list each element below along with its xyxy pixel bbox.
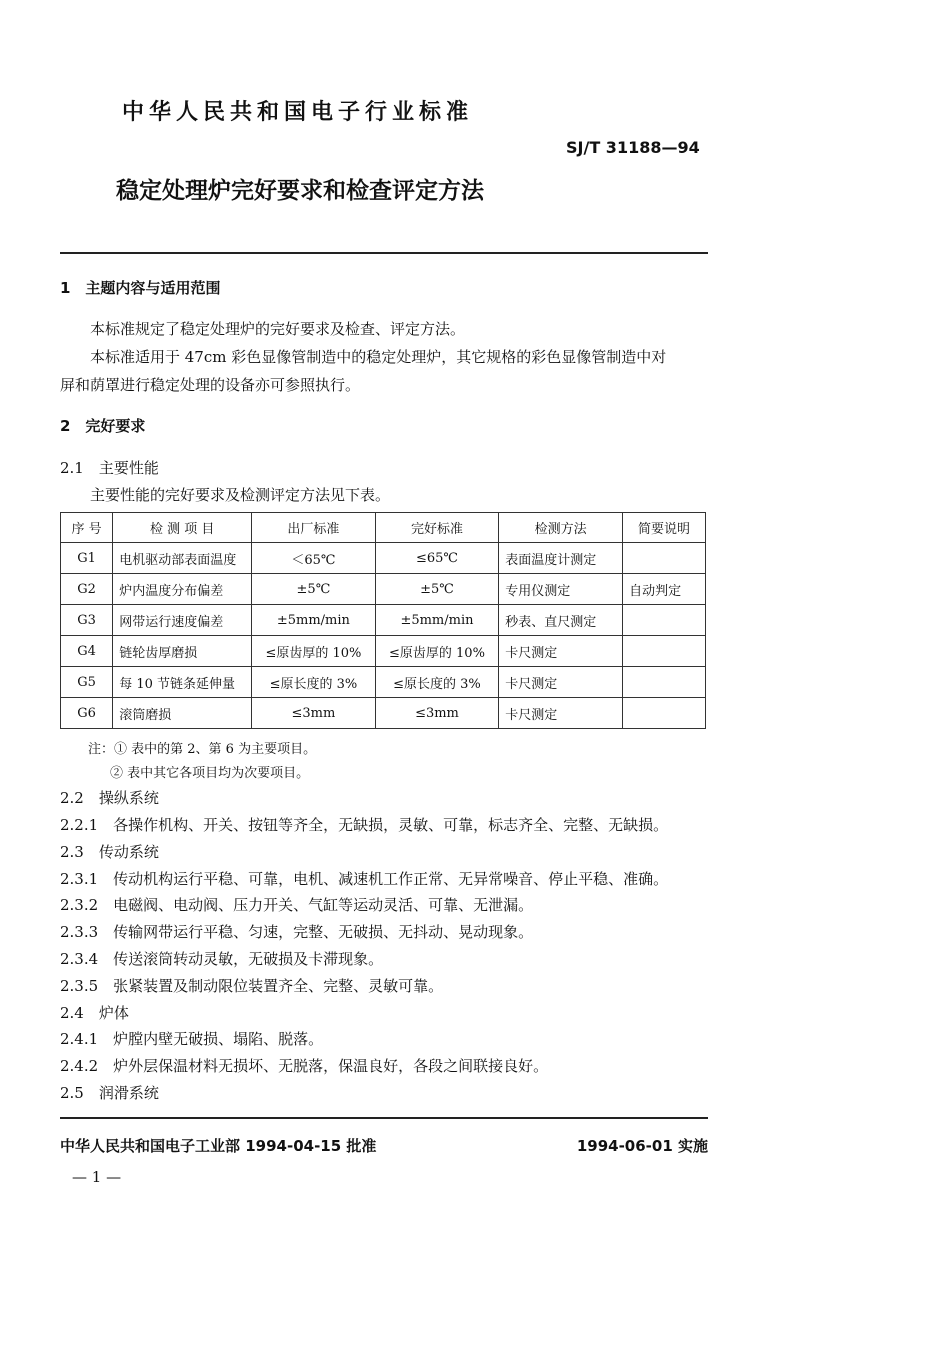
cell-good-standard: ±5mm/min (375, 605, 499, 636)
table-note-2: ② 表中其它各项目均为次要项目。 (110, 766, 310, 781)
header-remarks: 简要说明 (623, 513, 706, 543)
cell-id: G6 (61, 698, 113, 729)
cell-remarks (623, 698, 706, 729)
clause-2-4-2: 2.4.2 炉外层保温材料无损坏、无脱落，保温良好，各段之间联接良好。 (60, 1057, 549, 1075)
cell-remarks (623, 667, 706, 698)
cell-item: 链轮齿厚磨损 (113, 636, 252, 667)
table-note-1: 注：① 表中的第 2、第 6 为主要项目。 (88, 742, 317, 757)
table-row (61, 605, 706, 636)
cell-good-standard: ±5℃ (375, 574, 499, 605)
section-1-paragraph-2b: 屏和荫罩进行稳定处理的设备亦可参照执行。 (60, 376, 361, 394)
clause-2-4: 2.4 炉体 (60, 1004, 129, 1022)
cell-method: 卡尺测定 (499, 636, 623, 667)
cell-remarks (623, 605, 706, 636)
cell-method: 秒表、直尺测定 (499, 605, 623, 636)
clause-2-3-1: 2.3.1 传动机构运行平稳、可靠，电机、减速机工作正常、无异常噪音、停止平稳、准确。 (60, 870, 669, 888)
cell-factory-standard: ≤原长度的 3% (252, 667, 376, 698)
cell-factory-standard: ±5℃ (252, 574, 376, 605)
clause-2-3-5: 2.3.5 张紧装置及制动限位装置齐全、完整、灵敏可靠。 (60, 977, 444, 995)
standard-title: 中华人民共和国电子行业标准 (122, 100, 474, 125)
document-title: 稳定处理炉完好要求和检查评定方法 (116, 178, 484, 204)
cell-remarks: 自动判定 (623, 574, 706, 605)
clause-2-5: 2.5 润滑系统 (60, 1084, 159, 1102)
section-2-1-heading: 2.1 主要性能 (60, 459, 159, 477)
cell-factory-standard: ≤3mm (252, 698, 376, 729)
section-1-heading: 1 主题内容与适用范围 (60, 279, 221, 297)
cell-method: 表面温度计测定 (499, 543, 623, 574)
table-row (61, 698, 706, 729)
standard-number: SJ/T 31188—94 (566, 138, 700, 157)
performance-table (60, 512, 706, 729)
header-id: 序 号 (61, 513, 113, 543)
cell-item: 电机驱动部表面温度 (113, 543, 252, 574)
section-2-heading: 2 完好要求 (60, 417, 146, 435)
clause-2-3-3: 2.3.3 传输网带运行平稳、匀速，完整、无破损、无抖动、晃动现象。 (60, 923, 534, 941)
header-good-standard: 完好标准 (375, 513, 499, 543)
approval-line: 中华人民共和国电子工业部 1994-04-15 批准 (60, 1137, 377, 1155)
cell-remarks (623, 543, 706, 574)
cell-good-standard: ≤原长度的 3% (375, 667, 499, 698)
header-method: 检测方法 (499, 513, 623, 543)
clause-2-3-4: 2.3.4 传送滚筒转动灵敏，无破损及卡滞现象。 (60, 950, 384, 968)
table-row (61, 574, 706, 605)
cell-id: G5 (61, 667, 113, 698)
bottom-rule (60, 1117, 708, 1119)
effective-date: 1994-06-01 实施 (576, 1137, 708, 1155)
page-number: — 1 — (72, 1168, 122, 1186)
clause-2-3: 2.3 传动系统 (60, 843, 159, 861)
cell-factory-standard: ＜65℃ (252, 543, 376, 574)
top-rule (60, 252, 708, 254)
cell-item: 滚筒磨损 (113, 698, 252, 729)
cell-factory-standard: ≤原齿厚的 10% (252, 636, 376, 667)
cell-id: G3 (61, 605, 113, 636)
clause-2-4-1: 2.4.1 炉膛内壁无破损、塌陷、脱落。 (60, 1030, 324, 1048)
cell-factory-standard: ±5mm/min (252, 605, 376, 636)
cell-item: 炉内温度分布偏差 (113, 574, 252, 605)
table-row (61, 636, 706, 667)
section-1-paragraph-1: 本标准规定了稳定处理炉的完好要求及检查、评定方法。 (90, 320, 466, 338)
cell-good-standard: ≤原齿厚的 10% (375, 636, 499, 667)
cell-id: G1 (61, 543, 113, 574)
table-header-row (61, 513, 706, 543)
header-item: 检 测 项 目 (113, 513, 252, 543)
cell-item: 每 10 节链条延伸量 (113, 667, 252, 698)
cell-good-standard: ≤65℃ (375, 543, 499, 574)
cell-id: G4 (61, 636, 113, 667)
clause-2-2-1: 2.2.1 各操作机构、开关、按钮等齐全，无缺损，灵敏、可靠，标志齐全、完整、无缺损。 (60, 816, 669, 834)
cell-item: 网带运行速度偏差 (113, 605, 252, 636)
header-factory-standard: 出厂标准 (252, 513, 376, 543)
section-2-1-text: 主要性能的完好要求及检测评定方法见下表。 (90, 486, 391, 504)
section-1-paragraph-2a: 本标准适用于 47cm 彩色显像管制造中的稳定处理炉，其它规格的彩色显像管制造中对 (90, 348, 667, 366)
clause-2-3-2: 2.3.2 电磁阀、电动阀、压力开关、气缸等运动灵活、可靠、无泄漏。 (60, 896, 534, 914)
cell-method: 卡尺测定 (499, 667, 623, 698)
cell-method: 卡尺测定 (499, 698, 623, 729)
table-row (61, 667, 706, 698)
cell-remarks (623, 636, 706, 667)
cell-id: G2 (61, 574, 113, 605)
cell-good-standard: ≤3mm (375, 698, 499, 729)
cell-method: 专用仪测定 (499, 574, 623, 605)
table-row (61, 543, 706, 574)
clause-2-2: 2.2 操纵系统 (60, 789, 159, 807)
